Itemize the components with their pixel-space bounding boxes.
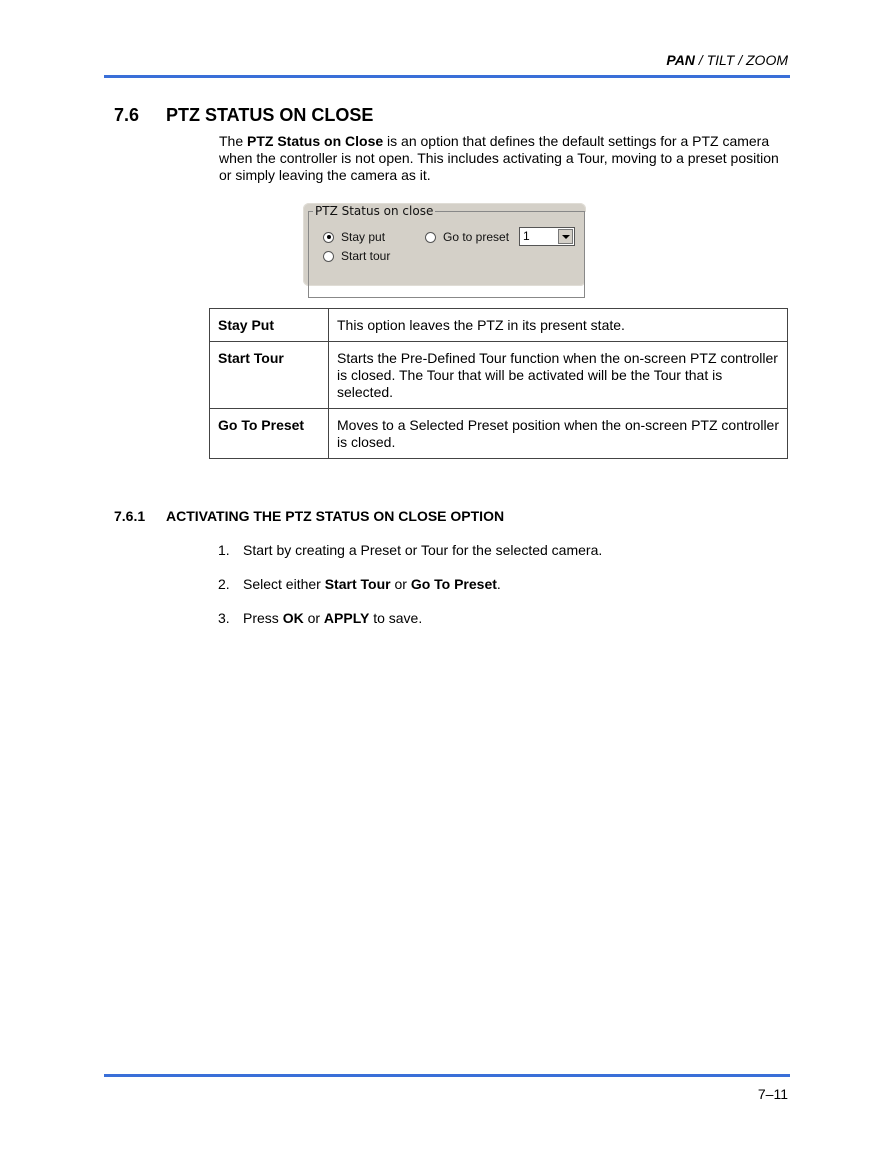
table-row xyxy=(210,309,788,342)
running-header xyxy=(104,52,788,68)
section-intro xyxy=(219,133,779,184)
start-tour-label: Start tour xyxy=(341,249,391,263)
step-text-part: Start by creating a Preset or Tour for the selected camera. xyxy=(243,542,603,558)
preset-value: 1 xyxy=(523,229,530,243)
step-text xyxy=(243,542,602,558)
header-rule xyxy=(104,75,790,78)
preset-select[interactable] xyxy=(519,227,575,246)
option-description: Moves to a Selected Preset position when the on-screen PTZ controller is closed. xyxy=(329,409,788,459)
options-table xyxy=(209,308,788,459)
step-bold: Go To Preset xyxy=(410,576,497,592)
section-title: PTZ STATUS ON CLOSE xyxy=(166,105,374,125)
radio-icon xyxy=(323,251,334,262)
step-number: 2. xyxy=(218,576,230,592)
section-number: 7.6 xyxy=(114,105,140,125)
radio-icon xyxy=(425,232,436,243)
start-tour-radio[interactable] xyxy=(323,249,390,263)
intro-text: The xyxy=(219,133,248,149)
radio-selected-icon xyxy=(323,232,334,243)
footer-rule xyxy=(104,1074,790,1077)
header-bold: PAN xyxy=(666,52,695,68)
option-name: Start Tour xyxy=(210,342,329,409)
header-rest: / TILT / ZOOM xyxy=(694,52,788,68)
option-description: This option leaves the PTZ in its present state. xyxy=(329,309,788,342)
step-text-part: or xyxy=(390,576,411,592)
step-text-part: to save. xyxy=(369,610,423,626)
stay-put-radio[interactable] xyxy=(323,230,385,244)
page-number: 7–11 xyxy=(757,1086,788,1102)
step-bold: Start Tour xyxy=(324,576,391,592)
group-label: PTZ Status on close xyxy=(315,204,434,218)
go-to-preset-radio[interactable] xyxy=(425,230,509,244)
intro-text-rest: is an option that defines the default settings for a PTZ camera when the controller is not open. This includes activating a Tour, moving to a preset position or simply leaving the camera as it. xyxy=(219,133,779,183)
table-row xyxy=(210,342,788,409)
step-number: 3. xyxy=(218,610,230,626)
go-to-preset-label: Go to preset xyxy=(443,230,510,244)
step-text-part: . xyxy=(496,576,501,592)
subsection-title: ACTIVATING THE PTZ STATUS ON CLOSE OPTION xyxy=(166,508,505,524)
intro-bold: PTZ Status on Close xyxy=(247,133,384,149)
chevron-down-icon[interactable] xyxy=(558,229,573,244)
step-number: 1. xyxy=(218,542,230,558)
step-bold: APPLY xyxy=(323,610,370,626)
option-name: Go To Preset xyxy=(210,409,329,459)
subsection-number: 7.6.1 xyxy=(114,508,146,524)
step-text-part: Press xyxy=(243,610,283,626)
step-text-part: or xyxy=(303,610,324,626)
step-bold: OK xyxy=(282,610,304,626)
step-text xyxy=(243,576,501,592)
table-row xyxy=(210,409,788,459)
step-text xyxy=(243,610,422,626)
step-text-part: Select either xyxy=(243,576,325,592)
option-name: Stay Put xyxy=(210,309,329,342)
stay-put-label: Stay put xyxy=(341,230,386,244)
option-description: Starts the Pre-Defined Tour function when the on-screen PTZ controller is closed. The Tour that will be activated will be the Tour that is selected. xyxy=(329,342,788,409)
